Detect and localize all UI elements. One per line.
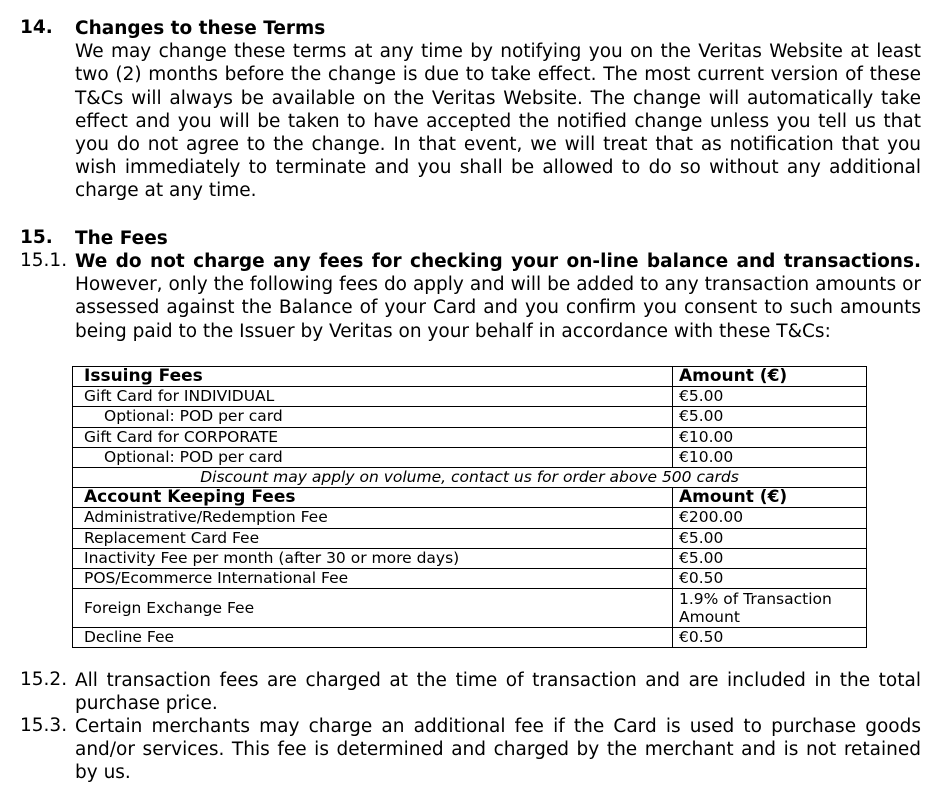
fee-label: Optional: POD per card — [73, 407, 673, 427]
fee-amount: €5.00 — [673, 387, 867, 407]
issuing-fees-header: Issuing Fees — [73, 367, 673, 387]
fees-table — [72, 366, 867, 648]
issuing-amount-header: Amount (€) — [673, 367, 867, 387]
clause-15-1-text: However, only the following fees do apply and will be added to any transaction amounts or assessed against the Balance of your Card and you confirm you consent to such amounts being paid to the Issuer by Veritas on your behalf in accordance with these T&Cs: — [75, 274, 921, 342]
section-14-title: Changes to these Terms — [75, 18, 326, 39]
clause-15-2-number: 15.2. — [20, 669, 68, 690]
fee-label: Replacement Card Fee — [73, 528, 673, 548]
fee-label: Decline Fee — [73, 628, 673, 648]
clause-15-3-number: 15.3. — [20, 715, 68, 736]
table-row — [73, 569, 867, 589]
table-row — [73, 427, 867, 447]
table-row — [73, 447, 867, 467]
clause-15-2: All transaction fees are charged at the time of transaction and are included in the total purchase price. — [75, 670, 921, 715]
section-14-number: 14. — [20, 17, 53, 38]
clause-15-1-bold: We do not charge any fees for checking your on-line balance and transactions. — [75, 251, 921, 272]
account-fees-header-row — [73, 488, 867, 508]
issuing-fees-header-row — [73, 367, 867, 387]
table-row — [73, 387, 867, 407]
clause-15-1-number: 15.1. — [20, 250, 68, 271]
section-14-text: We may change these terms at any time by notifying you on the Veritas Website at least two (2) months before the change is due to take effect. The most current version of these T&Cs will always be available on the Veritas Website. The change will automatically take effect and you will be taken to have accepted the notified change unless you tell us that you do not agree to the change. In that event, we will treat that as notification that you wish immediately to terminate and you shall be allowed to do so without any additional charge at any time. — [75, 41, 921, 202]
fee-amount: €10.00 — [673, 427, 867, 447]
clause-15-3: Certain merchants may charge an additional fee if the Card is used to purchase goods and/or services. This fee is determined and charged by the merchant and is not retained by us. — [75, 716, 921, 784]
fee-amount: €5.00 — [673, 407, 867, 427]
account-fees-header: Account Keeping Fees — [73, 488, 673, 508]
section-15-number: 15. — [20, 227, 53, 248]
table-row — [73, 407, 867, 427]
fee-amount: 1.9% of Transaction Amount — [673, 589, 867, 628]
table-row — [73, 508, 867, 528]
fee-amount: €5.00 — [673, 548, 867, 568]
fee-label: Administrative/Redemption Fee — [73, 508, 673, 528]
table-row — [73, 628, 867, 648]
fee-amount: €5.00 — [673, 528, 867, 548]
discount-note-row — [73, 468, 867, 488]
section-14 — [75, 17, 921, 203]
fee-amount: €0.50 — [673, 628, 867, 648]
fee-amount: €0.50 — [673, 569, 867, 589]
discount-note: Discount may apply on volume, contact us for order above 500 cards — [73, 468, 867, 488]
fee-label: Gift Card for INDIVIDUAL — [73, 387, 673, 407]
fee-label: POS/Ecommerce International Fee — [73, 569, 673, 589]
fee-label: Optional: POD per card — [73, 447, 673, 467]
table-row — [73, 548, 867, 568]
table-row — [73, 589, 867, 628]
table-row — [73, 528, 867, 548]
fee-amount: €10.00 — [673, 447, 867, 467]
fee-label: Inactivity Fee per month (after 30 or more days) — [73, 548, 673, 568]
account-amount-header: Amount (€) — [673, 488, 867, 508]
fee-label: Gift Card for CORPORATE — [73, 427, 673, 447]
fee-amount: €200.00 — [673, 508, 867, 528]
clause-15-1 — [75, 250, 921, 343]
fee-label: Foreign Exchange Fee — [73, 589, 673, 628]
section-15-title: The Fees — [75, 228, 168, 249]
